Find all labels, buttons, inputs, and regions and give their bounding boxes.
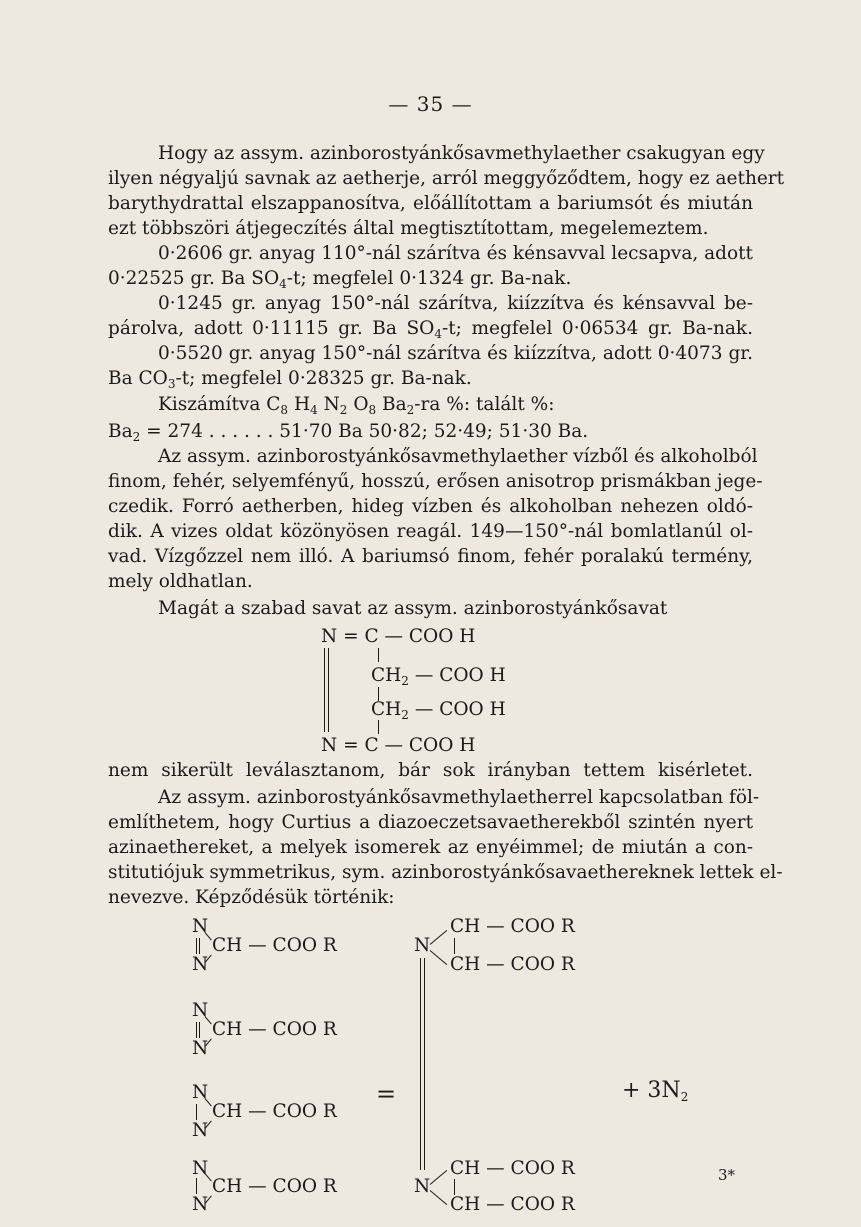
analysis-header: Kiszámítva $C_8$ $H_4$ $N_2$ $O_8$ $Ba_2-ra$ %: talált %: [158,394,555,417]
f2-right-ch-2: CH — COO R [450,954,575,975]
f2-n-1a: N [192,916,209,937]
formula1-row4: N = C — COO H [321,735,476,756]
f2-right-diag-4 [430,1190,447,1205]
f2-n-2b: N [192,1038,209,1059]
f2-nn-bond-1 [196,938,197,954]
text-line-22: említhetem, hogy Curtius a diazoeczetsavaetherekből szintén nyert [108,812,753,833]
text-line-18: mely oldhatlan. [108,571,253,592]
text-line-14: finom, fehér, selyemfényű, hosszú, erősen anisotrop prismákban jege- [108,471,763,492]
f2-right-ch-3: CH — COO R [450,1158,575,1179]
f2-n-2a: N [192,1000,209,1021]
f2-n-1b: N [192,954,209,975]
f2-right-cc-bond-2 [454,1179,455,1195]
text-line-13: Az assym. azinborostyánkősavmethylaether vízből és alkoholból [158,446,758,467]
f2-n-4b: N [192,1194,209,1215]
text-line-21: Az assym. azinborostyánkősavmethylaetherrel kapcsolatban föl- [158,787,760,808]
text-line-1: Hogy az assym. azinborostyánkősavmethylaether csakugyan egy [158,143,765,164]
f2-nn-bond-4 [196,1178,197,1194]
f2-right-n-bottom: N [414,1176,431,1197]
f2-right-vertical [420,958,421,1170]
f2-right-diag-3 [430,1170,447,1185]
formula1-row2: $CH_2$ — COO H [371,665,506,688]
text-line-25: nevezve. Képződésük történik: [108,887,395,908]
formula1-bond-c [378,720,379,734]
f2-right-cc-bond [454,938,455,954]
f2-plus-n2: + 3N2 [622,1078,689,1104]
text-line-3: barythydrattal elszappanosítva, előállítottam a bariumsót és miután [108,193,753,214]
text-line-2: ilyen négyaljú savnak az aetherje, arról meggyőződtem, hogy ez aethert [108,168,785,189]
f2-right-diag-2 [430,950,447,965]
text-line-4: ezt többszöri átjegeczítés által megtisztítottam, megelemeztem. [108,218,709,239]
formula1-row1: N = C — COO H [321,626,476,647]
f2-ch-4: CH — COO R [212,1176,337,1197]
text-line-15: czedik. Forró aetherben, hideg vízben és alkoholban nehezen oldó- [108,496,753,517]
text-line-7: 0·1245 gr. anyag 150°-nál szárítva, kiízzítva és kénsavval be- [158,293,753,314]
text-line-6: 0·22525 gr. Ba $SO_4-t$; megfelel 0·1324 gr. Ba-nak. [108,268,572,291]
formula1-left-bond-2 [328,648,329,732]
f2-n-3a: N [192,1082,209,1103]
f2-ch-2: CH — COO R [212,1019,337,1040]
text-line-23: azinaethereket, a melyek isomerek az enyéimmel; de miután a con- [108,837,753,858]
text-line-16: dik. A vizes oldat közönyösen reagál. 149—150°-nál bomlatlanúl ol- [108,521,753,542]
page-number: — 35 — [388,92,473,116]
f2-nn-bond-3 [196,1104,197,1120]
f2-equals: = [376,1080,397,1108]
formula1-row3: $CH_2$ — COO H [371,699,506,722]
text-line-10: Ba $CO_3-t$; megfelel 0·28325 gr. Ba-nak. [108,368,472,391]
f2-right-ch-4: CH — COO R [450,1194,575,1215]
text-line-8: párolva, adott 0·11115 gr. Ba $SO_4-t$; megfelel 0·06534 gr. Ba-nak. [108,318,753,341]
f2-nn-bond-2b [199,1022,200,1038]
f2-ch-3: CH — COO R [212,1101,337,1122]
f2-n-4a: N [192,1158,209,1179]
text-line-19: Magát a szabad savat az assym. azinborostyánkősavat [158,598,668,619]
formula1-bond-a [378,648,379,662]
formula1-left-bond [324,648,325,732]
text-line-17: vad. Vízgőzzel nem illó. A bariumsó finom, fehér poralakú termény, [108,546,753,567]
f2-n-3b: N [192,1120,209,1141]
signature-mark: 3* [717,1166,735,1184]
f2-right-ch-1: CH — COO R [450,916,575,937]
f2-ch-1: CH — COO R [212,935,337,956]
text-line-24: stitutiójuk symmetrikus, sym. azinborostyánkősavaethereknek lettek el- [108,862,783,883]
f2-right-vertical-2 [424,958,425,1170]
f2-right-n-top: N [414,935,431,956]
f2-nn-bond-1b [199,938,200,954]
text-line-5: 0·2606 gr. anyag 110°-nál szárítva és kénsavval lecsapva, adott [158,243,753,264]
analysis-values: $Ba_2 = 274$ . . . . . . 51·70 Ba 50·82; 52·49; 51·30 Ba. [108,421,589,444]
f2-nn-bond-2 [196,1022,197,1038]
f2-right-diag-1 [430,930,447,945]
text-line-20: nem sikerült leválasztanom, bár sok irányban tettem kisérletet. [108,760,753,781]
text-line-9: 0·5520 gr. anyag 150°-nál szárítva és kiízzítva, adott 0·4073 gr. [158,343,753,364]
